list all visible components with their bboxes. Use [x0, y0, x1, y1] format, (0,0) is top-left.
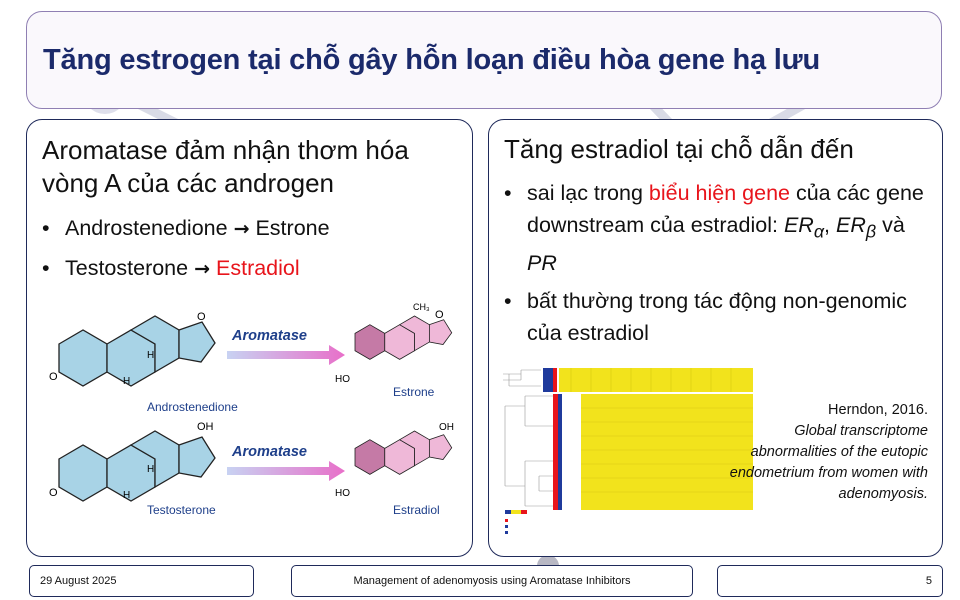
- right-arrow-icon: →: [233, 218, 250, 240]
- testosterone-structure: [59, 431, 215, 501]
- citation-author: Herndon, 2016.: [828, 402, 928, 418]
- substrate-label: Androstenedione: [147, 400, 238, 414]
- bullet-non-genomic: • bất thường trong tác động non-genomic của estradiol: [491, 285, 936, 349]
- er-alpha: $ER_\alpha$: [783, 213, 825, 242]
- left-panel: [26, 119, 473, 557]
- bullet-substrate: Testosterone: [65, 256, 189, 280]
- bullet-text: sai lạc trong: [527, 181, 649, 205]
- right-panel-heading: Tăng estradiol tại chỗ dẫn đến: [504, 134, 854, 164]
- atom-label-o: O: [435, 309, 444, 321]
- right-panel: [488, 119, 943, 557]
- reaction-arrow-icon: [227, 461, 345, 481]
- atom-label-o: O: [197, 311, 206, 323]
- androstenedione-structure: [59, 316, 215, 386]
- product-label: Estradiol: [393, 503, 440, 517]
- dendrogram-top: [503, 370, 541, 386]
- footer-date: 29 August 2025: [29, 565, 254, 597]
- highlight-text: biểu hiện gene: [648, 181, 790, 205]
- citation-title: Global transcriptome abnormalities of the eutopic endometrium from women with adenomyosis.: [729, 423, 928, 502]
- pr-label: PR: [527, 251, 557, 276]
- bullet-substrate: Androstenedione: [65, 216, 228, 240]
- er-beta: $ER_\beta$: [835, 213, 877, 242]
- dendrogram-left: [505, 396, 553, 506]
- atom-label-h: H: [123, 376, 131, 387]
- atom-label-h: H: [147, 350, 155, 361]
- reaction-1: [49, 302, 452, 414]
- estrone-structure: [355, 316, 452, 359]
- left-bullet-list: [29, 214, 469, 294]
- left-panel-heading: Aromatase đảm nhận thơm hóa vòng A của các androgen: [42, 135, 409, 198]
- estradiol-structure: [355, 431, 452, 474]
- bullet-gene-expression: • sai lạc trong biểu hiện gene của các gene downstream của estradiol: $ER_\alpha$, $ER_\beta$ và PR: [491, 177, 936, 279]
- slide-number: 5: [717, 565, 943, 597]
- bullet-androstenedione-to-estrone: [29, 214, 469, 243]
- product-label: Estrone: [393, 385, 435, 399]
- atom-label-o: O: [49, 487, 58, 499]
- atom-label-o: O: [49, 371, 58, 383]
- slide-title: Tăng estrogen tại chỗ gây hỗn loạn điều hòa gene hạ lưu: [43, 44, 820, 76]
- right-bullet-list: [491, 177, 936, 355]
- citation: [728, 400, 928, 505]
- bullet-product-highlight: Estradiol: [216, 256, 300, 280]
- bullet-testosterone-to-estradiol: [29, 254, 469, 283]
- reaction-2: [49, 421, 454, 517]
- atom-label-h: H: [147, 464, 155, 475]
- atom-label-ch3: CH₃: [413, 302, 430, 312]
- atom-label-h: H: [123, 490, 131, 501]
- right-arrow-icon: →: [194, 258, 211, 280]
- footer-title: Management of adenomyosis using Aromatase Inhibitors: [291, 565, 693, 597]
- atom-label-ho: HO: [335, 374, 350, 385]
- heatmap-top: [559, 368, 753, 392]
- enzyme-label: Aromatase: [232, 444, 307, 460]
- aromatization-reaction-diagram: [47, 296, 457, 526]
- transcriptome-heatmap-figure: [501, 366, 756, 536]
- sample-color-bar: [553, 394, 562, 510]
- reaction-arrow-icon: [227, 345, 345, 365]
- atom-label-oh: OH: [439, 422, 454, 433]
- bullet-product: Estrone: [255, 216, 330, 240]
- atom-label-ho: HO: [335, 488, 350, 499]
- enzyme-label: Aromatase: [232, 328, 307, 344]
- bullet-text: của các gene downstream của estradiol:: [527, 181, 924, 237]
- atom-label-oh: OH: [197, 421, 214, 433]
- substrate-label: Testosterone: [147, 503, 216, 517]
- heatmap-legend: [505, 510, 527, 534]
- title-box: [26, 11, 942, 109]
